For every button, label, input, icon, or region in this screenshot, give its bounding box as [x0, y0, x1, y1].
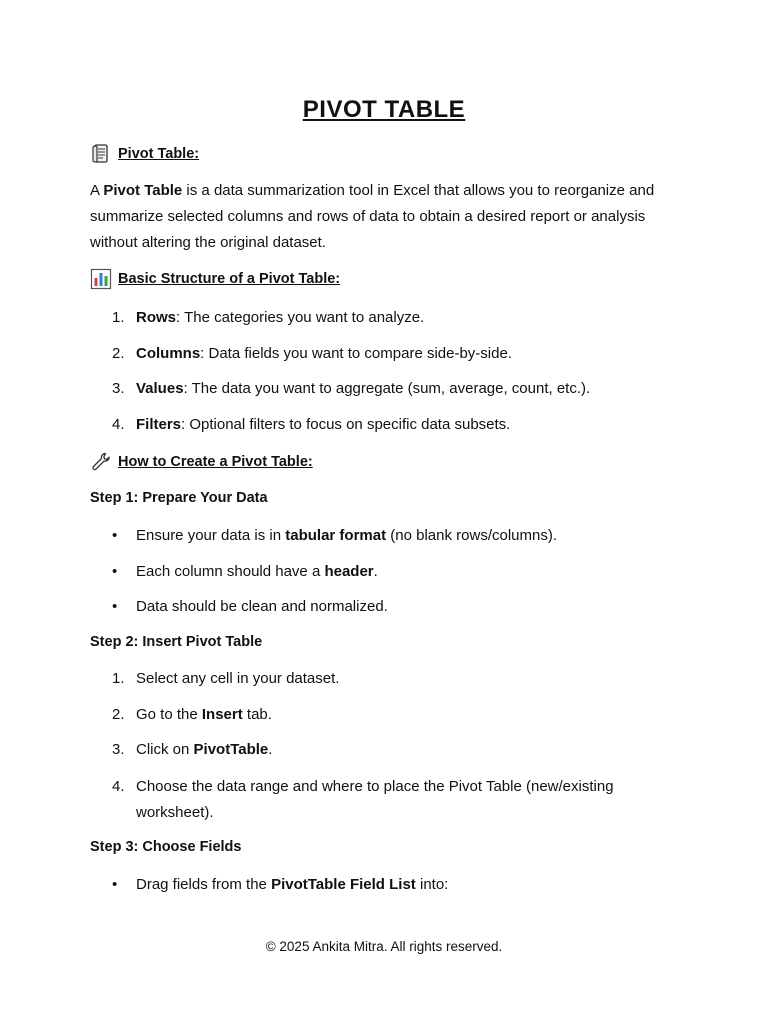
- wrench-icon: [90, 451, 112, 473]
- list-item: [112, 412, 672, 438]
- text-span: : The data you want to aggregate (sum, average, count, etc.).: [183, 380, 591, 397]
- list-item: [112, 872, 672, 898]
- list-item: [112, 376, 672, 402]
- bullet: •: [112, 527, 118, 544]
- bold-term: PivotTable Field List: [271, 876, 416, 893]
- list-number: 4.: [112, 416, 125, 433]
- text-span: (no blank rows/columns).: [386, 527, 558, 544]
- list-number: 3.: [112, 741, 125, 758]
- section-heading-text: Pivot Table:: [118, 146, 200, 162]
- bold-term: Rows: [136, 309, 177, 326]
- text-span: : The categories you want to analyze.: [176, 309, 425, 326]
- section-heading-text: How to Create a Pivot Table:: [118, 454, 313, 470]
- scroll-icon: [90, 143, 112, 165]
- list-number: 2.: [112, 706, 125, 723]
- bold-term: header: [324, 563, 374, 580]
- text-span: Go to the: [136, 706, 202, 723]
- bold-term: Insert: [201, 706, 243, 723]
- list-number: 1.: [112, 670, 125, 687]
- list-item: [112, 559, 672, 585]
- list-number: 2.: [112, 345, 125, 362]
- copyright-footer: © 2025 Ankita Mitra. All rights reserved.: [265, 939, 503, 954]
- list-number: 1.: [112, 309, 125, 326]
- list-item: [112, 702, 672, 728]
- text-span: : Optional filters to focus on specific data subsets.: [181, 416, 511, 433]
- bullet: •: [112, 598, 118, 615]
- text-span: Drag fields from the: [136, 876, 272, 893]
- step-2-label: Step 2: Insert Pivot Table: [90, 634, 263, 650]
- section-heading-basic-structure: [90, 268, 340, 290]
- text-span: is a data summarization tool in Excel that allows you to reorganize and summarize selected columns and rows of data to obtain a desired report or analysis without altering the original dataset.: [90, 182, 655, 251]
- list-item: [112, 737, 672, 763]
- step-1-label: Step 1: Prepare Your Data: [90, 490, 268, 506]
- text-span: Data should be clean and normalized.: [136, 598, 388, 615]
- text-span: tab.: [242, 706, 272, 723]
- bold-term: Columns: [136, 345, 201, 362]
- pivot-table-definition: [90, 178, 680, 256]
- section-heading-text: Basic Structure of a Pivot Table:: [118, 271, 341, 287]
- text-span: A: [90, 182, 104, 199]
- bold-term: tabular format: [285, 527, 387, 544]
- list-item: [112, 666, 672, 692]
- list-item: [112, 341, 672, 367]
- section-heading-pivot-table: [90, 143, 199, 165]
- list-item: [112, 305, 672, 331]
- text-span: Click on: [136, 741, 194, 758]
- bold-term: Filters: [136, 416, 182, 433]
- section-heading-how-to-create: [90, 451, 313, 473]
- text-span: Each column should have a: [136, 563, 325, 580]
- text-span: Select any cell in your dataset.: [136, 670, 340, 687]
- list-item: [112, 594, 672, 620]
- list-item: [112, 774, 672, 821]
- list-number: 3.: [112, 380, 125, 397]
- bar-chart-icon: [90, 268, 112, 290]
- list-number: 4.: [112, 778, 125, 795]
- bullet: •: [112, 876, 118, 893]
- text-span: into:: [415, 876, 449, 893]
- list-item: [112, 523, 672, 549]
- text-span: Ensure your data is in: [136, 527, 286, 544]
- text-span: .: [373, 563, 378, 580]
- bold-term: Values: [136, 380, 184, 397]
- page-title: PIVOT TABLE: [302, 96, 466, 123]
- text-span: : Data fields you want to compare side-by-side.: [200, 345, 512, 362]
- bold-term: Pivot Table: [103, 182, 183, 199]
- bullet: •: [112, 563, 118, 580]
- text-span: .: [268, 741, 273, 758]
- text-span: Choose the data range and where to place the Pivot Table (new/existing worksheet).: [136, 778, 614, 821]
- step-3-label: Step 3: Choose Fields: [90, 839, 242, 855]
- bold-term: PivotTable: [193, 741, 269, 758]
